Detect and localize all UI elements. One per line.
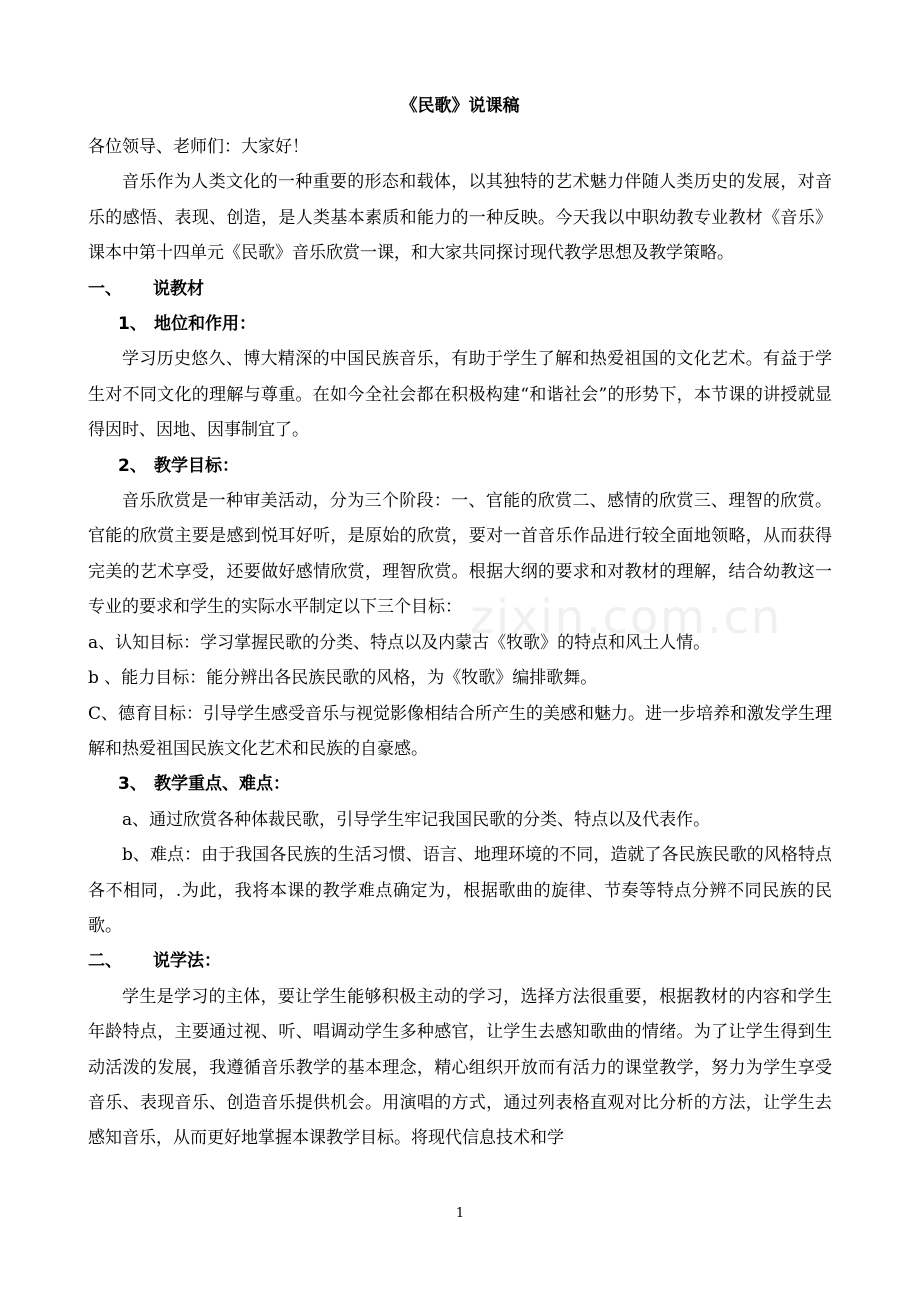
section-number: 一、 xyxy=(88,278,122,299)
learning-method-paragraph: 学生是学习的主体，要让学生能够积极主动的学习，选择方法很重要，根据教材的内容和学生年龄特点，主要通过视、听、唱调动学生多种感官，让学生去感知歌曲的情绪。为了让学生得到生动活泼的发展，我遵循音乐教学的基本理念，精心组织开放而有活力的课堂教学，努力为学生享受音乐、表现音乐、创造音乐提供机会。用演唱的方式，通过列表格直观对比分析的方法，让学生去感知音乐，从而更好地掌握本课教学目标。将现代信息技术和学 xyxy=(88,986,832,1149)
goal-cognitive: a、认知目标：学习掌握民歌的分类、特点以及内蒙古《牧歌》的特点和风土人情。 xyxy=(88,632,711,653)
subsection-heading-2 xyxy=(88,449,832,484)
page-title: 《民歌》说课稿 xyxy=(400,96,520,116)
key-point: a、通过欣赏各种体裁民歌，引导学生牢记我国民歌的分类、特点以及代表作。 xyxy=(122,809,711,830)
subsection-number: 2、 xyxy=(118,455,147,476)
section-label: 说教材 xyxy=(153,278,204,299)
difficult-point: b、难点：由于我国各民族的生活习惯、语言、地理环境的不同，造就了各民族民歌的风格特点各不相同，.为此，我将本课的教学难点确定为，根据歌曲的旋律、节奏等特点分辨不同民族的民歌。 xyxy=(88,845,832,936)
subsection-number: 3、 xyxy=(118,774,147,795)
role-paragraph: 学习历史悠久、博大精深的中国民族音乐，有助于学生了解和热爱祖国的文化艺术。有益于学生对不同文化的理解与尊重。在如今全社会都在积极构建“和谐社会”的形势下，本节课的讲授就显得因时、因地、因事制宜了。 xyxy=(88,349,832,441)
section-heading-1 xyxy=(88,272,832,307)
section-number: 二、 xyxy=(88,951,122,972)
goal-ability: b 、能力目标：能分辨出各民族民歌的风格，为《牧歌》编排歌舞。 xyxy=(88,668,598,689)
document-body xyxy=(88,130,832,1157)
subsection-label: 教学目标： xyxy=(154,455,239,476)
subsection-number: 1、 xyxy=(118,314,147,335)
section-label: 说学法： xyxy=(153,951,221,972)
subsection-label: 教学重点、难点： xyxy=(154,774,290,795)
objectives-paragraph: 音乐欣赏是一种审美活动，分为三个阶段：一、官能的欣赏二、感情的欣赏三、理智的欣赏。官能的欣赏主要是感到悦耳好听，是原始的欣赏，要对一首音乐作品进行较全面地领略，从而获得完美的艺术享受，还要做好感情欣赏，理智欣赏。根据大纲的要求和对教材的理解，结合幼教这一专业的要求和学生的实际水平制定以下三个目标： xyxy=(88,491,832,618)
subsection-label: 地位和作用： xyxy=(154,314,256,335)
goal-moral: C、德育目标：引导学生感受音乐与视觉影像相结合所产生的美感和魅力。进一步培养和激发学生理解和热爱祖国民族文化艺术和民族的自豪感。 xyxy=(88,703,833,759)
subsection-heading-1 xyxy=(88,307,832,342)
watermark: zixin.com.cn xyxy=(470,590,783,644)
subsection-heading-3 xyxy=(88,767,832,802)
greeting: 各位领导、老师们：大家好！ xyxy=(88,137,309,157)
intro-paragraph: 音乐作为人类文化的一种重要的形态和载体，以其独特的艺术魅力伴随人类历史的发展，对音乐的感悟、表现、创造，是人类基本素质和能力的一种反映。今天我以中职幼教专业教材《音乐》课本中第十四单元《民歌》音乐欣赏一课，和大家共同探讨现代教学思想及教学策略。 xyxy=(88,172,832,264)
section-heading-2 xyxy=(88,944,832,979)
page-number: 1 xyxy=(455,1206,465,1221)
